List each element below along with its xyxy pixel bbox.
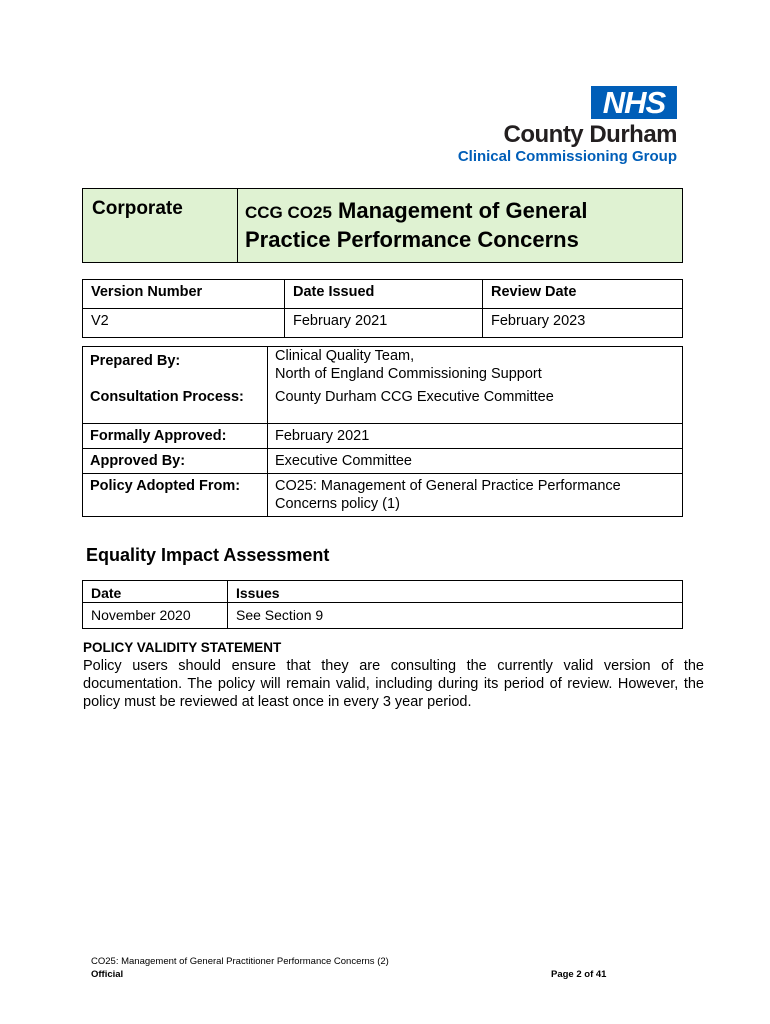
org-name: County Durham xyxy=(503,121,677,148)
document-title-line2: Practice Performance Concerns xyxy=(245,227,579,252)
document-title xyxy=(238,189,683,263)
footer-page-number: Page 2 of 41 xyxy=(551,969,607,980)
equality-title: Equality Impact Assessment xyxy=(86,545,330,565)
version-table xyxy=(82,279,683,338)
policy-adopted-value: CO25: Management of General Practice Performance Concerns policy (1) xyxy=(268,474,683,517)
document-code: CCG CO25 xyxy=(245,203,332,222)
date-issued-header: Date Issued xyxy=(285,280,483,309)
nhs-logo xyxy=(591,86,677,119)
prepared-by-line2: North of England Commissioning Support xyxy=(275,366,542,382)
formally-approved-value: February 2021 xyxy=(268,424,683,449)
consultation-value: County Durham CCG Executive Committee xyxy=(268,386,683,424)
document-title-line1: Management of General xyxy=(331,198,588,223)
approved-by-value: Executive Committee xyxy=(268,449,683,474)
policy-validity-title: POLICY VALIDITY STATEMENT xyxy=(83,640,282,655)
equality-table xyxy=(82,580,683,629)
policy-validity-text: Policy users should ensure that they are consulting the currently valid version of the documentation. The policy will remain valid, including during its period of review. However, the policy must be reviewed at least once in every 3 year period. xyxy=(83,658,704,710)
formally-approved-label: Formally Approved: xyxy=(83,424,268,449)
org-subtitle: Clinical Commissioning Group xyxy=(457,148,677,165)
footer-doc-title: CO25: Management of General Practitioner Performance Concerns (2) xyxy=(91,956,389,967)
prepared-by-line1: Clinical Quality Team, xyxy=(275,348,415,364)
equality-date-header: Date xyxy=(83,581,228,603)
review-date-header: Review Date xyxy=(483,280,683,309)
title-table xyxy=(82,188,683,263)
version-number-value: V2 xyxy=(83,309,285,338)
approved-by-label: Approved By: xyxy=(83,449,268,474)
footer-classification: Official xyxy=(91,969,124,980)
equality-issues-value: See Section 9 xyxy=(228,603,683,629)
version-number-header: Version Number xyxy=(83,280,285,309)
policy-adopted-label: Policy Adopted From: xyxy=(83,474,268,517)
date-issued-value: February 2021 xyxy=(285,309,483,338)
category-label: Corporate xyxy=(92,198,183,219)
review-date-value: February 2023 xyxy=(483,309,683,338)
prepared-by-label: Prepared By: xyxy=(83,347,268,387)
prepared-by-value xyxy=(268,347,683,387)
equality-issues-header: Issues xyxy=(228,581,683,603)
nhs-logo-text: NHS xyxy=(602,85,666,120)
equality-date-value: November 2020 xyxy=(83,603,228,629)
category-cell xyxy=(83,189,238,263)
consultation-label: Consultation Process: xyxy=(83,386,268,424)
info-table xyxy=(82,346,683,517)
